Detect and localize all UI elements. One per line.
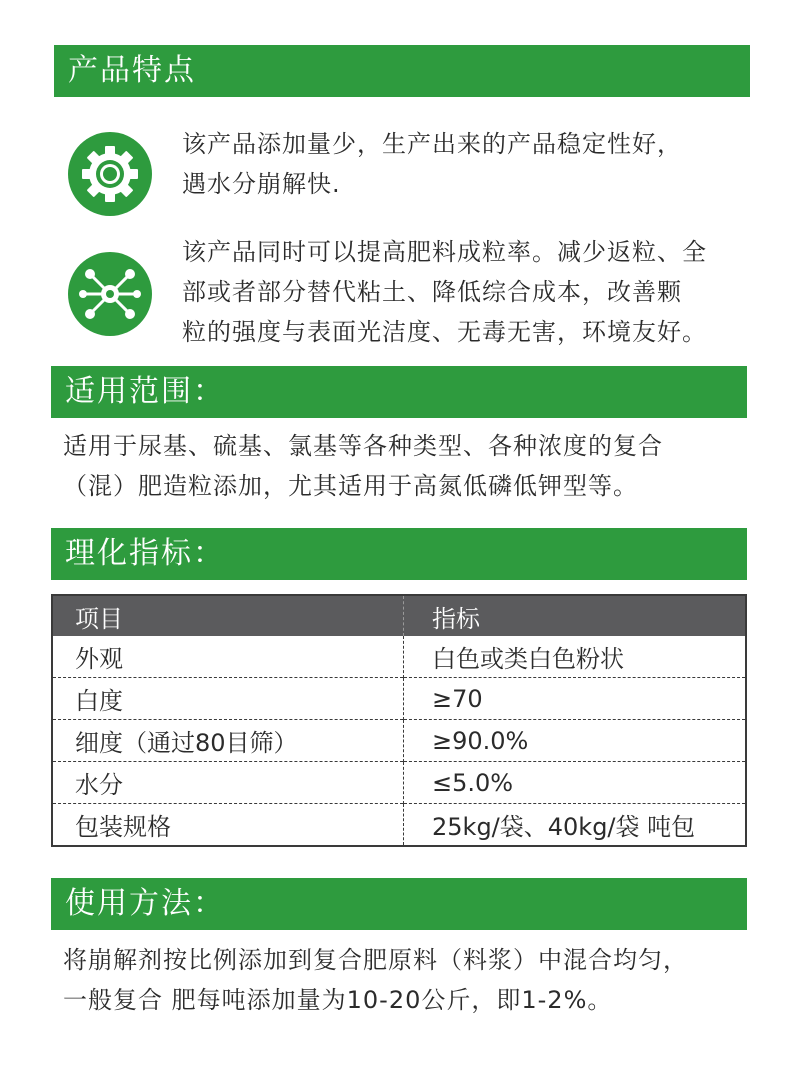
feature-gear-badge <box>68 132 152 216</box>
feature-2-text: 该产品同时可以提高肥料成粒率。减少返粒、全 部或者部分替代粘土、降低综合成本，改善颗 粒的强度与表面光洁度、无毒无害，环境友好。 <box>182 238 707 346</box>
feature-1-text: 该产品添加量少，生产出来的产品稳定性好， 遇水分崩解快. <box>182 130 682 198</box>
features-banner <box>54 45 750 97</box>
usage-text: 将崩解剂按比例添加到复合肥原料（料浆）中混合均匀， 一般复合 肥每吨添加量为10-20公斤，即1-2%。 <box>63 946 688 1014</box>
row-value: 25kg/袋、40kg/袋 吨包 <box>404 804 747 847</box>
row-value: ≤5.0% <box>404 762 747 804</box>
table-row <box>52 804 746 847</box>
table-row <box>52 636 746 678</box>
feature-network-badge <box>68 252 152 336</box>
gear-icon <box>78 142 142 206</box>
table-row <box>52 720 746 762</box>
row-value: ≥90.0% <box>404 720 747 762</box>
row-label: 白度 <box>52 678 404 720</box>
usage-title: 使用方法： <box>65 886 225 921</box>
features-title: 产品特点 <box>68 53 196 88</box>
specs-banner <box>51 528 747 580</box>
table-row <box>52 762 746 804</box>
specs-title: 理化指标： <box>65 536 225 571</box>
usage-banner <box>51 878 747 930</box>
header-indicator: 指标 <box>404 595 747 636</box>
row-label: 水分 <box>52 762 404 804</box>
table-row <box>52 678 746 720</box>
row-label: 外观 <box>52 636 404 678</box>
spec-table-header <box>52 595 746 636</box>
network-icon <box>75 259 145 329</box>
scope-banner <box>51 366 747 418</box>
row-value: ≥70 <box>404 678 747 720</box>
row-label: 细度（通过80目筛） <box>52 720 404 762</box>
row-label: 包装规格 <box>52 804 404 847</box>
row-value: 白色或类白色粉状 <box>432 645 624 673</box>
scope-title: 适用范围： <box>65 374 225 409</box>
header-item: 项目 <box>52 595 404 636</box>
spec-table <box>51 594 747 847</box>
scope-text: 适用于尿基、硫基、氯基等各种类型、各种浓度的复合 （混）肥造粒添加，尤其适用于高氮低磷低钾型等。 <box>63 432 663 500</box>
